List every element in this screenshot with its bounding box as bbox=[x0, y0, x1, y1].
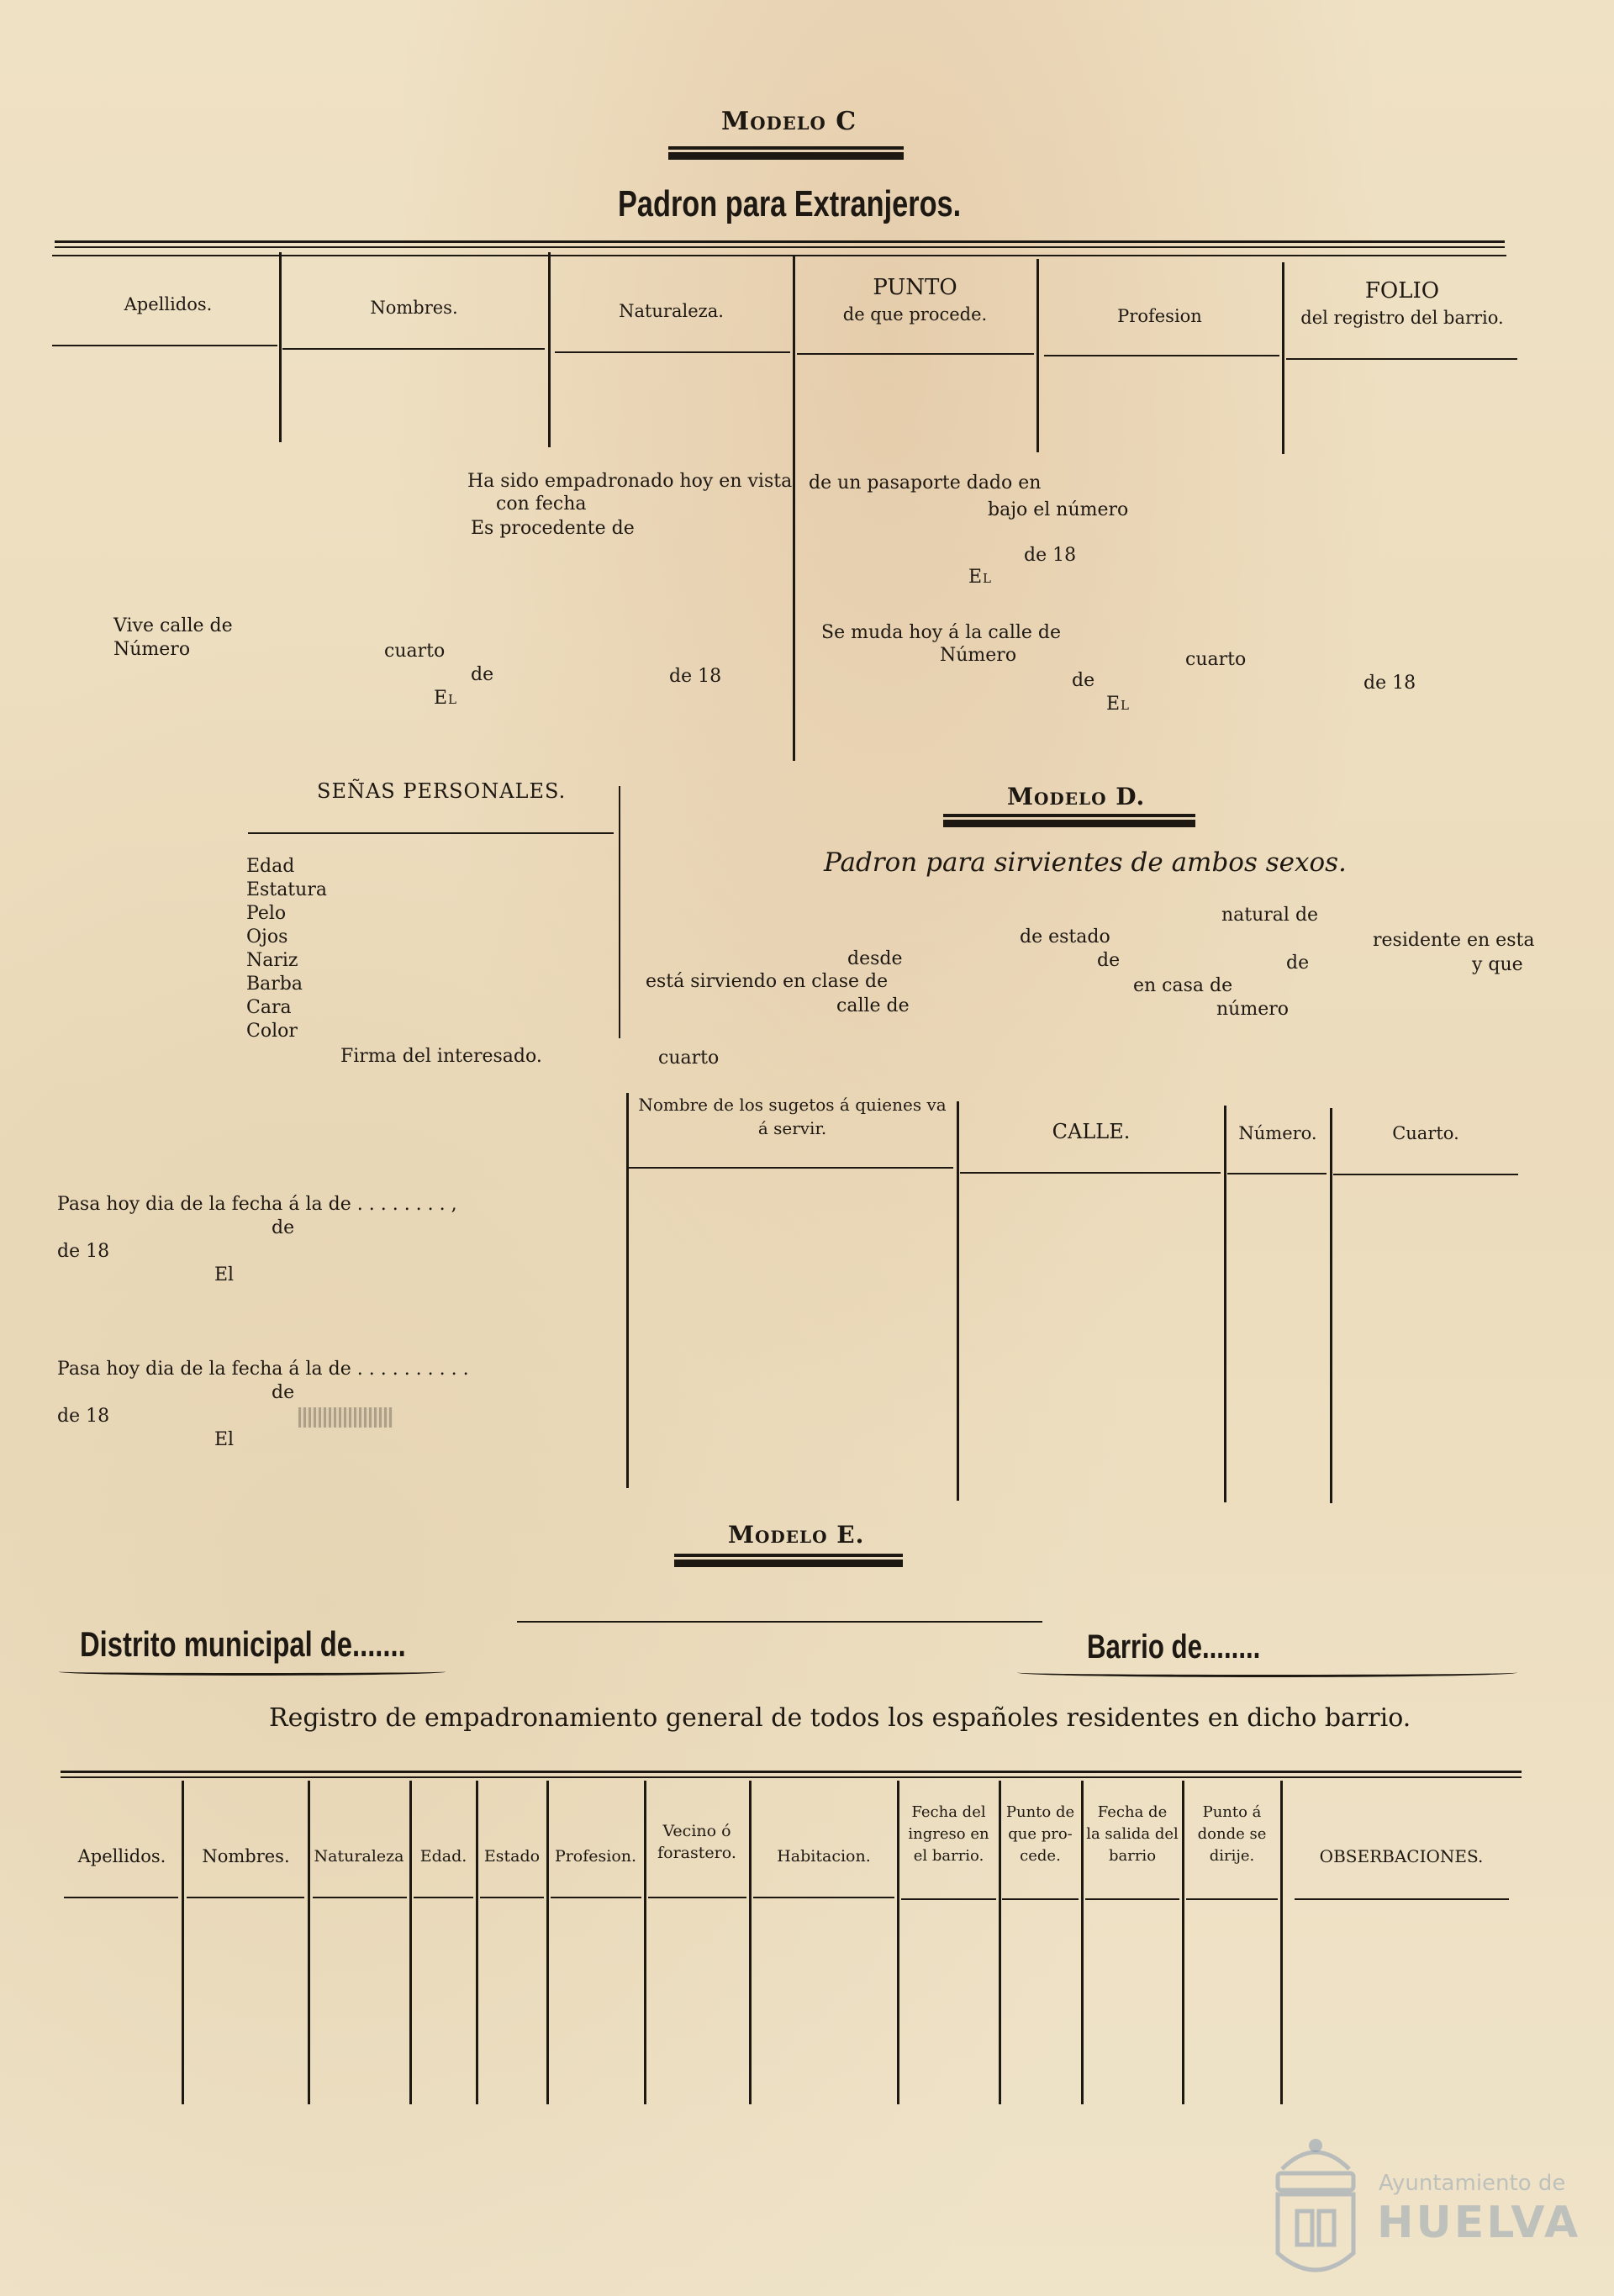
table-c-divider-4 bbox=[1036, 259, 1039, 452]
col-e-nombres: Nombres. bbox=[202, 1846, 290, 1866]
table-e-divider-1 bbox=[182, 1781, 184, 2104]
col-d-cuarto-rule bbox=[1333, 1174, 1518, 1175]
d-desde: desde bbox=[847, 948, 903, 969]
senas-pelo: Pelo bbox=[246, 903, 287, 924]
c-vive: Vive calle de bbox=[113, 615, 233, 636]
modelo-e-rule-thin bbox=[674, 1554, 903, 1557]
col-e-rule-5 bbox=[480, 1897, 544, 1898]
col-e-punto-donde-l1: Punto á bbox=[1202, 1803, 1262, 1821]
col-d-nombre-l2: á servir. bbox=[757, 1118, 827, 1138]
col-c-naturaleza: Naturaleza. bbox=[619, 301, 724, 321]
senas-ojos: Ojos bbox=[246, 926, 288, 947]
col-d-calle: CALLE. bbox=[1052, 1120, 1131, 1143]
watermark-line2: HUELVA bbox=[1377, 2198, 1581, 2248]
d-sirviendo: está sirviendo en clase de bbox=[646, 971, 889, 992]
senas-nariz: Nariz bbox=[246, 950, 298, 971]
c-el-b: El bbox=[434, 688, 458, 709]
pasa2-de: de bbox=[272, 1382, 295, 1403]
c-pasaporte: de un pasaporte dado en bbox=[809, 472, 1042, 494]
col-e-fecha-salida-l1: Fecha de bbox=[1097, 1803, 1168, 1821]
senas-color: Color bbox=[246, 1021, 298, 1042]
c-procedente: Es procedente de bbox=[471, 518, 635, 539]
c-el-c: El bbox=[1106, 694, 1131, 715]
senas-heading: SEÑAS PERSONALES. bbox=[317, 779, 567, 803]
col-e-habitacion: Habitacion. bbox=[777, 1847, 871, 1866]
d-yque: y que bbox=[1472, 954, 1523, 975]
registro-text: Registro de empadronamiento general de todos los españoles residentes en dicho barrio. bbox=[269, 1703, 1411, 1733]
col-e-rule-1 bbox=[64, 1897, 178, 1898]
d-de1: de bbox=[1097, 950, 1121, 971]
barrio-underline bbox=[1017, 1668, 1517, 1677]
c-de-b: de bbox=[1072, 670, 1095, 691]
col-e-observaciones: OBSERBACIONES. bbox=[1319, 1846, 1484, 1866]
c-bajo-numero: bajo el número bbox=[988, 499, 1129, 520]
modelo-c-rule-thin bbox=[668, 146, 904, 150]
table-e-divider-12 bbox=[1280, 1781, 1283, 2104]
col-c-folio: FOLIO bbox=[1364, 278, 1440, 303]
col-d-nombre-rule bbox=[629, 1167, 953, 1169]
col-e-fecha-salida-l2: la salida del bbox=[1086, 1825, 1179, 1843]
modelo-c-heading: Modelo C bbox=[721, 107, 857, 136]
c-cuarto-b: cuarto bbox=[1185, 649, 1247, 670]
modelo-e-rule-thick bbox=[674, 1560, 903, 1567]
d-de2: de bbox=[1286, 953, 1310, 974]
table-d-divider-3 bbox=[1330, 1108, 1332, 1503]
pasa1-el: El bbox=[214, 1264, 235, 1285]
table-c-divider-2 bbox=[548, 252, 551, 447]
c-de18-c: de 18 bbox=[1363, 673, 1416, 694]
col-c-nombres: Nombres. bbox=[370, 298, 458, 318]
col-c-registro-barrio: del registro del barrio. bbox=[1300, 308, 1504, 328]
col-d-cuarto: Cuarto. bbox=[1392, 1123, 1459, 1143]
col-e-apellidos: Apellidos. bbox=[77, 1846, 166, 1866]
table-e-divider-7 bbox=[749, 1781, 752, 2104]
c-el-a: El bbox=[968, 567, 993, 588]
col-e-rule-7 bbox=[648, 1897, 746, 1898]
c-muda: Se muda hoy á la calle de bbox=[821, 622, 1062, 643]
modelo-d-heading: Modelo D. bbox=[1007, 783, 1146, 810]
col-c-profesion-rule bbox=[1044, 355, 1279, 356]
c-cuarto-a: cuarto bbox=[384, 641, 446, 662]
c-empadronado: Ha sido empadronado hoy en vista bbox=[467, 471, 793, 492]
col-e-profesion: Profesion. bbox=[554, 1847, 637, 1866]
c-de18-b: de 18 bbox=[669, 666, 722, 687]
senas-cara: Cara bbox=[246, 997, 292, 1018]
modelo-e-midline bbox=[517, 1621, 1042, 1623]
col-e-fecha-ingreso-l2: ingreso en bbox=[908, 1825, 989, 1843]
col-c-profesion: Profesion bbox=[1117, 306, 1202, 326]
table-c-divider-3 bbox=[793, 256, 795, 761]
col-e-fecha-ingreso-l1: Fecha del bbox=[911, 1803, 986, 1821]
col-e-rule-11 bbox=[1085, 1898, 1179, 1900]
col-d-calle-rule bbox=[960, 1172, 1221, 1174]
senas-barba: Barba bbox=[246, 974, 303, 995]
col-c-punto: PUNTO bbox=[873, 275, 957, 300]
table-e-divider-5 bbox=[546, 1781, 549, 2104]
table-d-divider-1 bbox=[957, 1101, 959, 1501]
table-e-divider-3 bbox=[409, 1781, 412, 2104]
table-e-divider-4 bbox=[476, 1781, 478, 2104]
pasa1-text: Pasa hoy dia de la fecha á la de . . . . . . . . , bbox=[57, 1194, 457, 1215]
c-numero-a: Número bbox=[113, 639, 191, 660]
ink-smudge bbox=[298, 1407, 393, 1428]
pasa1-de: de bbox=[272, 1217, 295, 1238]
col-e-vecino-l2: forastero. bbox=[657, 1844, 736, 1862]
col-c-nombres-rule bbox=[282, 348, 545, 350]
senas-firma: Firma del interesado. bbox=[340, 1046, 542, 1067]
table-c-top-rule bbox=[55, 240, 1505, 243]
col-e-rule-9 bbox=[901, 1898, 996, 1900]
d-numero: número bbox=[1216, 999, 1289, 1020]
pasa2-el: El bbox=[214, 1429, 235, 1450]
col-d-nombre-l1: Nombre de los sugetos á quienes va bbox=[638, 1095, 947, 1115]
col-e-rule-6 bbox=[551, 1897, 641, 1898]
col-c-naturaleza-rule bbox=[555, 351, 790, 353]
col-e-fecha-ingreso-l3: el barrio. bbox=[913, 1847, 984, 1865]
pasa2-text: Pasa hoy dia de la fecha á la de . . . . . . . . . . bbox=[57, 1359, 469, 1380]
table-c-top-rule-3 bbox=[52, 255, 1506, 256]
col-e-estado: Estado bbox=[483, 1847, 541, 1866]
col-e-naturaleza: Naturaleza bbox=[314, 1847, 404, 1866]
col-e-rule-8 bbox=[753, 1897, 894, 1898]
d-natural: natural de bbox=[1221, 905, 1319, 926]
col-e-rule-3 bbox=[313, 1897, 407, 1898]
col-e-punto-donde-l2: donde se bbox=[1197, 1825, 1267, 1843]
d-cuarto: cuarto bbox=[658, 1048, 720, 1069]
barrio-label: Barrio de........ bbox=[1087, 1628, 1261, 1665]
table-e-divider-2 bbox=[308, 1781, 310, 2104]
modelo-c-title: Padron para Extranjeros. bbox=[618, 183, 962, 224]
col-e-edad: Edad. bbox=[419, 1847, 467, 1866]
col-e-rule-13 bbox=[1295, 1898, 1509, 1900]
col-d-numero: Número. bbox=[1238, 1123, 1317, 1143]
col-e-punto-procede-l3: cede. bbox=[1020, 1847, 1061, 1865]
table-c-top-rule-2 bbox=[55, 246, 1505, 248]
table-c-divider-1 bbox=[279, 252, 282, 442]
table-e-top-rule-2 bbox=[61, 1776, 1522, 1778]
col-c-de-que-procede: de que procede. bbox=[842, 304, 988, 325]
modelo-d-title: Padron para sirvientes de ambos sexos. bbox=[824, 847, 1347, 878]
col-c-punto-rule bbox=[797, 353, 1034, 355]
watermark-line1: Ayuntamiento de bbox=[1379, 2171, 1566, 2196]
col-c-apellidos: Apellidos. bbox=[124, 294, 213, 314]
table-d-divider-2 bbox=[1224, 1106, 1226, 1502]
col-d-numero-rule bbox=[1227, 1173, 1327, 1174]
col-e-fecha-salida-l3: barrio bbox=[1108, 1847, 1157, 1865]
col-e-punto-donde-l3: dirije. bbox=[1209, 1847, 1255, 1865]
col-e-rule-2 bbox=[187, 1897, 304, 1898]
c-con-fecha: con fecha bbox=[496, 494, 587, 515]
col-e-punto-procede-l1: Punto de bbox=[1005, 1803, 1075, 1821]
distrito-label: Distrito municipal de....... bbox=[80, 1624, 406, 1664]
senas-divider bbox=[619, 786, 620, 1038]
huelva-crest-icon bbox=[1265, 2127, 1366, 2287]
c-de18-a: de 18 bbox=[1024, 545, 1077, 566]
senas-rule bbox=[248, 832, 614, 834]
senas-estatura: Estatura bbox=[246, 879, 327, 900]
d-encasa: en casa de bbox=[1133, 975, 1233, 996]
pasa1-de18: de 18 bbox=[57, 1241, 110, 1262]
col-c-folio-rule bbox=[1286, 358, 1517, 360]
d-residente: residente en esta bbox=[1373, 930, 1535, 951]
d-estado: de estado bbox=[1020, 926, 1110, 947]
distrito-underline bbox=[59, 1668, 446, 1676]
c-de-a: de bbox=[471, 664, 494, 685]
col-e-rule-4 bbox=[414, 1897, 473, 1898]
modelo-d-rule-thin bbox=[943, 814, 1195, 817]
col-e-vecino-l1: Vecino ó bbox=[662, 1822, 731, 1840]
c-numero-b: Número bbox=[940, 645, 1017, 666]
col-e-rule-12 bbox=[1186, 1898, 1278, 1900]
modelo-e-heading: Modelo E. bbox=[728, 1521, 865, 1549]
col-e-punto-procede-l2: que pro- bbox=[1008, 1825, 1073, 1843]
d-calle: calle de bbox=[836, 995, 910, 1016]
table-e-top-rule bbox=[61, 1771, 1522, 1773]
pasa2-de18: de 18 bbox=[57, 1406, 110, 1427]
senas-edad: Edad bbox=[246, 856, 295, 877]
col-e-rule-10 bbox=[1002, 1898, 1079, 1900]
modelo-c-rule-thick bbox=[668, 152, 904, 160]
table-d-divider-0 bbox=[626, 1093, 629, 1488]
col-c-apellidos-rule bbox=[52, 345, 277, 346]
modelo-d-rule-thick bbox=[943, 820, 1195, 827]
